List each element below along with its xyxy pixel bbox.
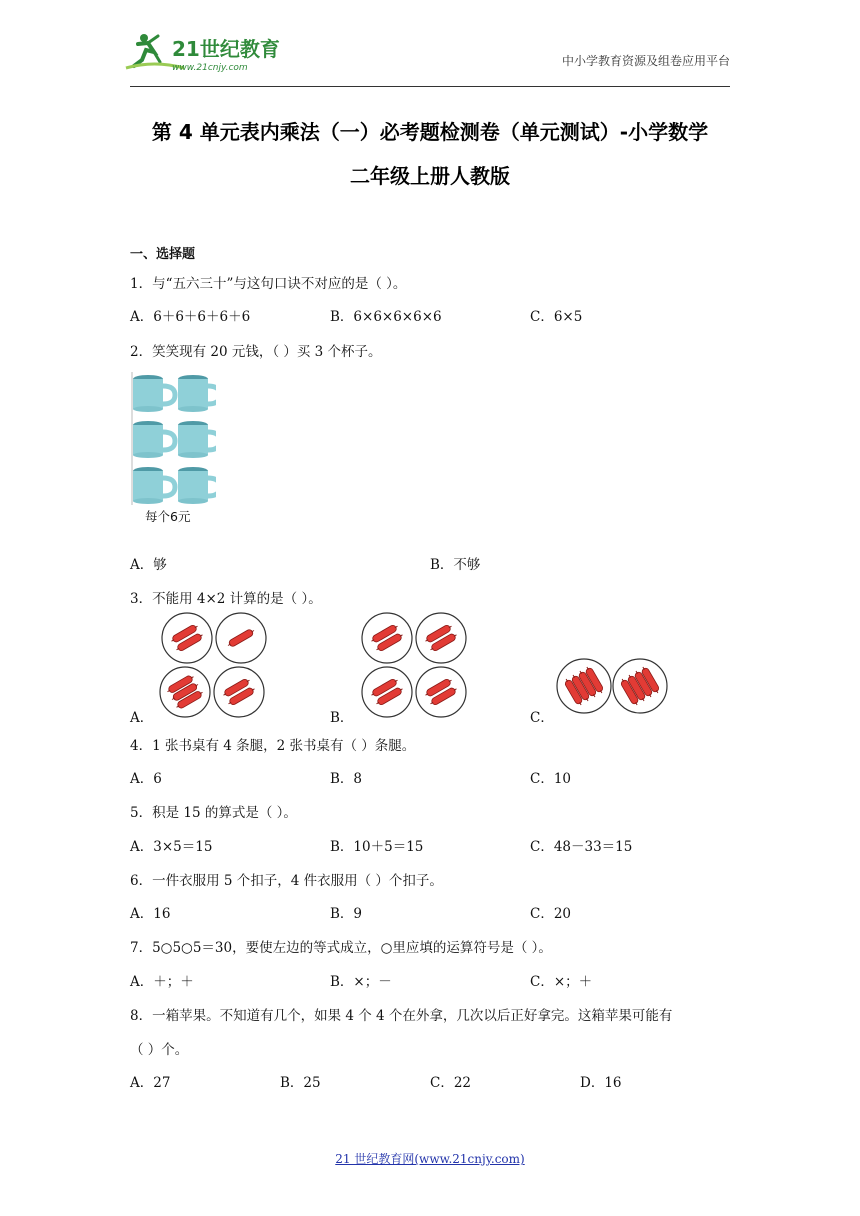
- site-logo: [124, 30, 294, 74]
- q4-option-b: B．8: [330, 771, 363, 787]
- q5-option-a: A．3×5＝15: [130, 839, 213, 855]
- section-heading: 一、选择题: [130, 247, 196, 262]
- question-8: 8．一箱苹果。不知道有几个，如果 4 个 4 个在外拿，几次以后正好拿完。这箱苹果可能有: [130, 1008, 673, 1024]
- q3-option-b: B．: [330, 710, 354, 726]
- cups-illustration: [130, 370, 216, 510]
- q6-option-b: B．9: [330, 906, 363, 922]
- question-6: 6．一件衣服用 5 个扣子，4 件衣服用（ ）个扣子。: [130, 873, 443, 889]
- q1-option-c: C．6×5: [530, 309, 583, 325]
- q4-option-a: A．6: [130, 771, 162, 787]
- q5-option-b: B．10＋5＝15: [330, 839, 424, 855]
- q3-option-a: A．: [130, 710, 154, 726]
- q3-option-c: C．: [530, 710, 554, 726]
- question-3: 3．不能用 4×2 计算的是（ ）。: [130, 591, 322, 607]
- q2-option-b: B．不够: [430, 557, 481, 573]
- q3-image-b: [355, 610, 470, 720]
- q1-option-a: A．6＋6＋6＋6＋6: [130, 309, 251, 325]
- page-title-line1: 第 4 单元表内乘法（一）必考题检测卷（单元测试）-小学数学: [151, 120, 709, 144]
- q7-option-b: B．×；－: [330, 974, 392, 990]
- question-7: 7．5○5○5＝30，要使左边的等式成立，○里应填的运算符号是（ ）。: [130, 940, 552, 956]
- question-1: 1．与“五六三十”与这句口诀不对应的是（ ）。: [130, 276, 407, 292]
- logo-text: 21世纪教育: [172, 37, 280, 61]
- q3-image-c: [555, 657, 670, 717]
- q2-option-a: A．够: [130, 557, 167, 573]
- question-5: 5．积是 15 的算式是（ ）。: [130, 805, 297, 821]
- question-8-continued: （ ）个。: [130, 1042, 189, 1058]
- q4-option-c: C．10: [530, 771, 572, 787]
- question-2: 2．笑笑现有 20 元钱，（ ）买 3 个杯子。: [130, 344, 382, 360]
- q6-option-a: A．16: [130, 906, 171, 922]
- q8-option-c: C．22: [430, 1075, 472, 1091]
- q3-image-a: [155, 610, 270, 720]
- page-title-line2: 二年级上册人教版: [350, 164, 510, 188]
- q6-option-c: C．20: [530, 906, 572, 922]
- q1-option-b: B．6×6×6×6×6: [330, 309, 442, 325]
- footer: [0, 1150, 860, 1167]
- platform-label: 中小学教育资源及组卷应用平台: [561, 54, 730, 68]
- price-label: 每个6元: [145, 509, 191, 524]
- q7-option-c: C．×；＋: [530, 974, 593, 990]
- q5-option-c: C．48－33＝15: [530, 839, 633, 855]
- footer-link[interactable]: 21 世纪教育网(www.21cnjy.com): [335, 1152, 525, 1166]
- q8-option-b: B．25: [280, 1075, 321, 1091]
- q8-option-a: A．27: [130, 1075, 171, 1091]
- q7-option-a: A．＋；＋: [130, 974, 194, 990]
- logo-url: www.21cnjy.com: [172, 63, 248, 73]
- q8-option-d: D．16: [580, 1075, 622, 1091]
- question-4: 4．1 张书桌有 4 条腿，2 张书桌有（ ）条腿。: [130, 738, 416, 754]
- header-divider: [130, 86, 730, 87]
